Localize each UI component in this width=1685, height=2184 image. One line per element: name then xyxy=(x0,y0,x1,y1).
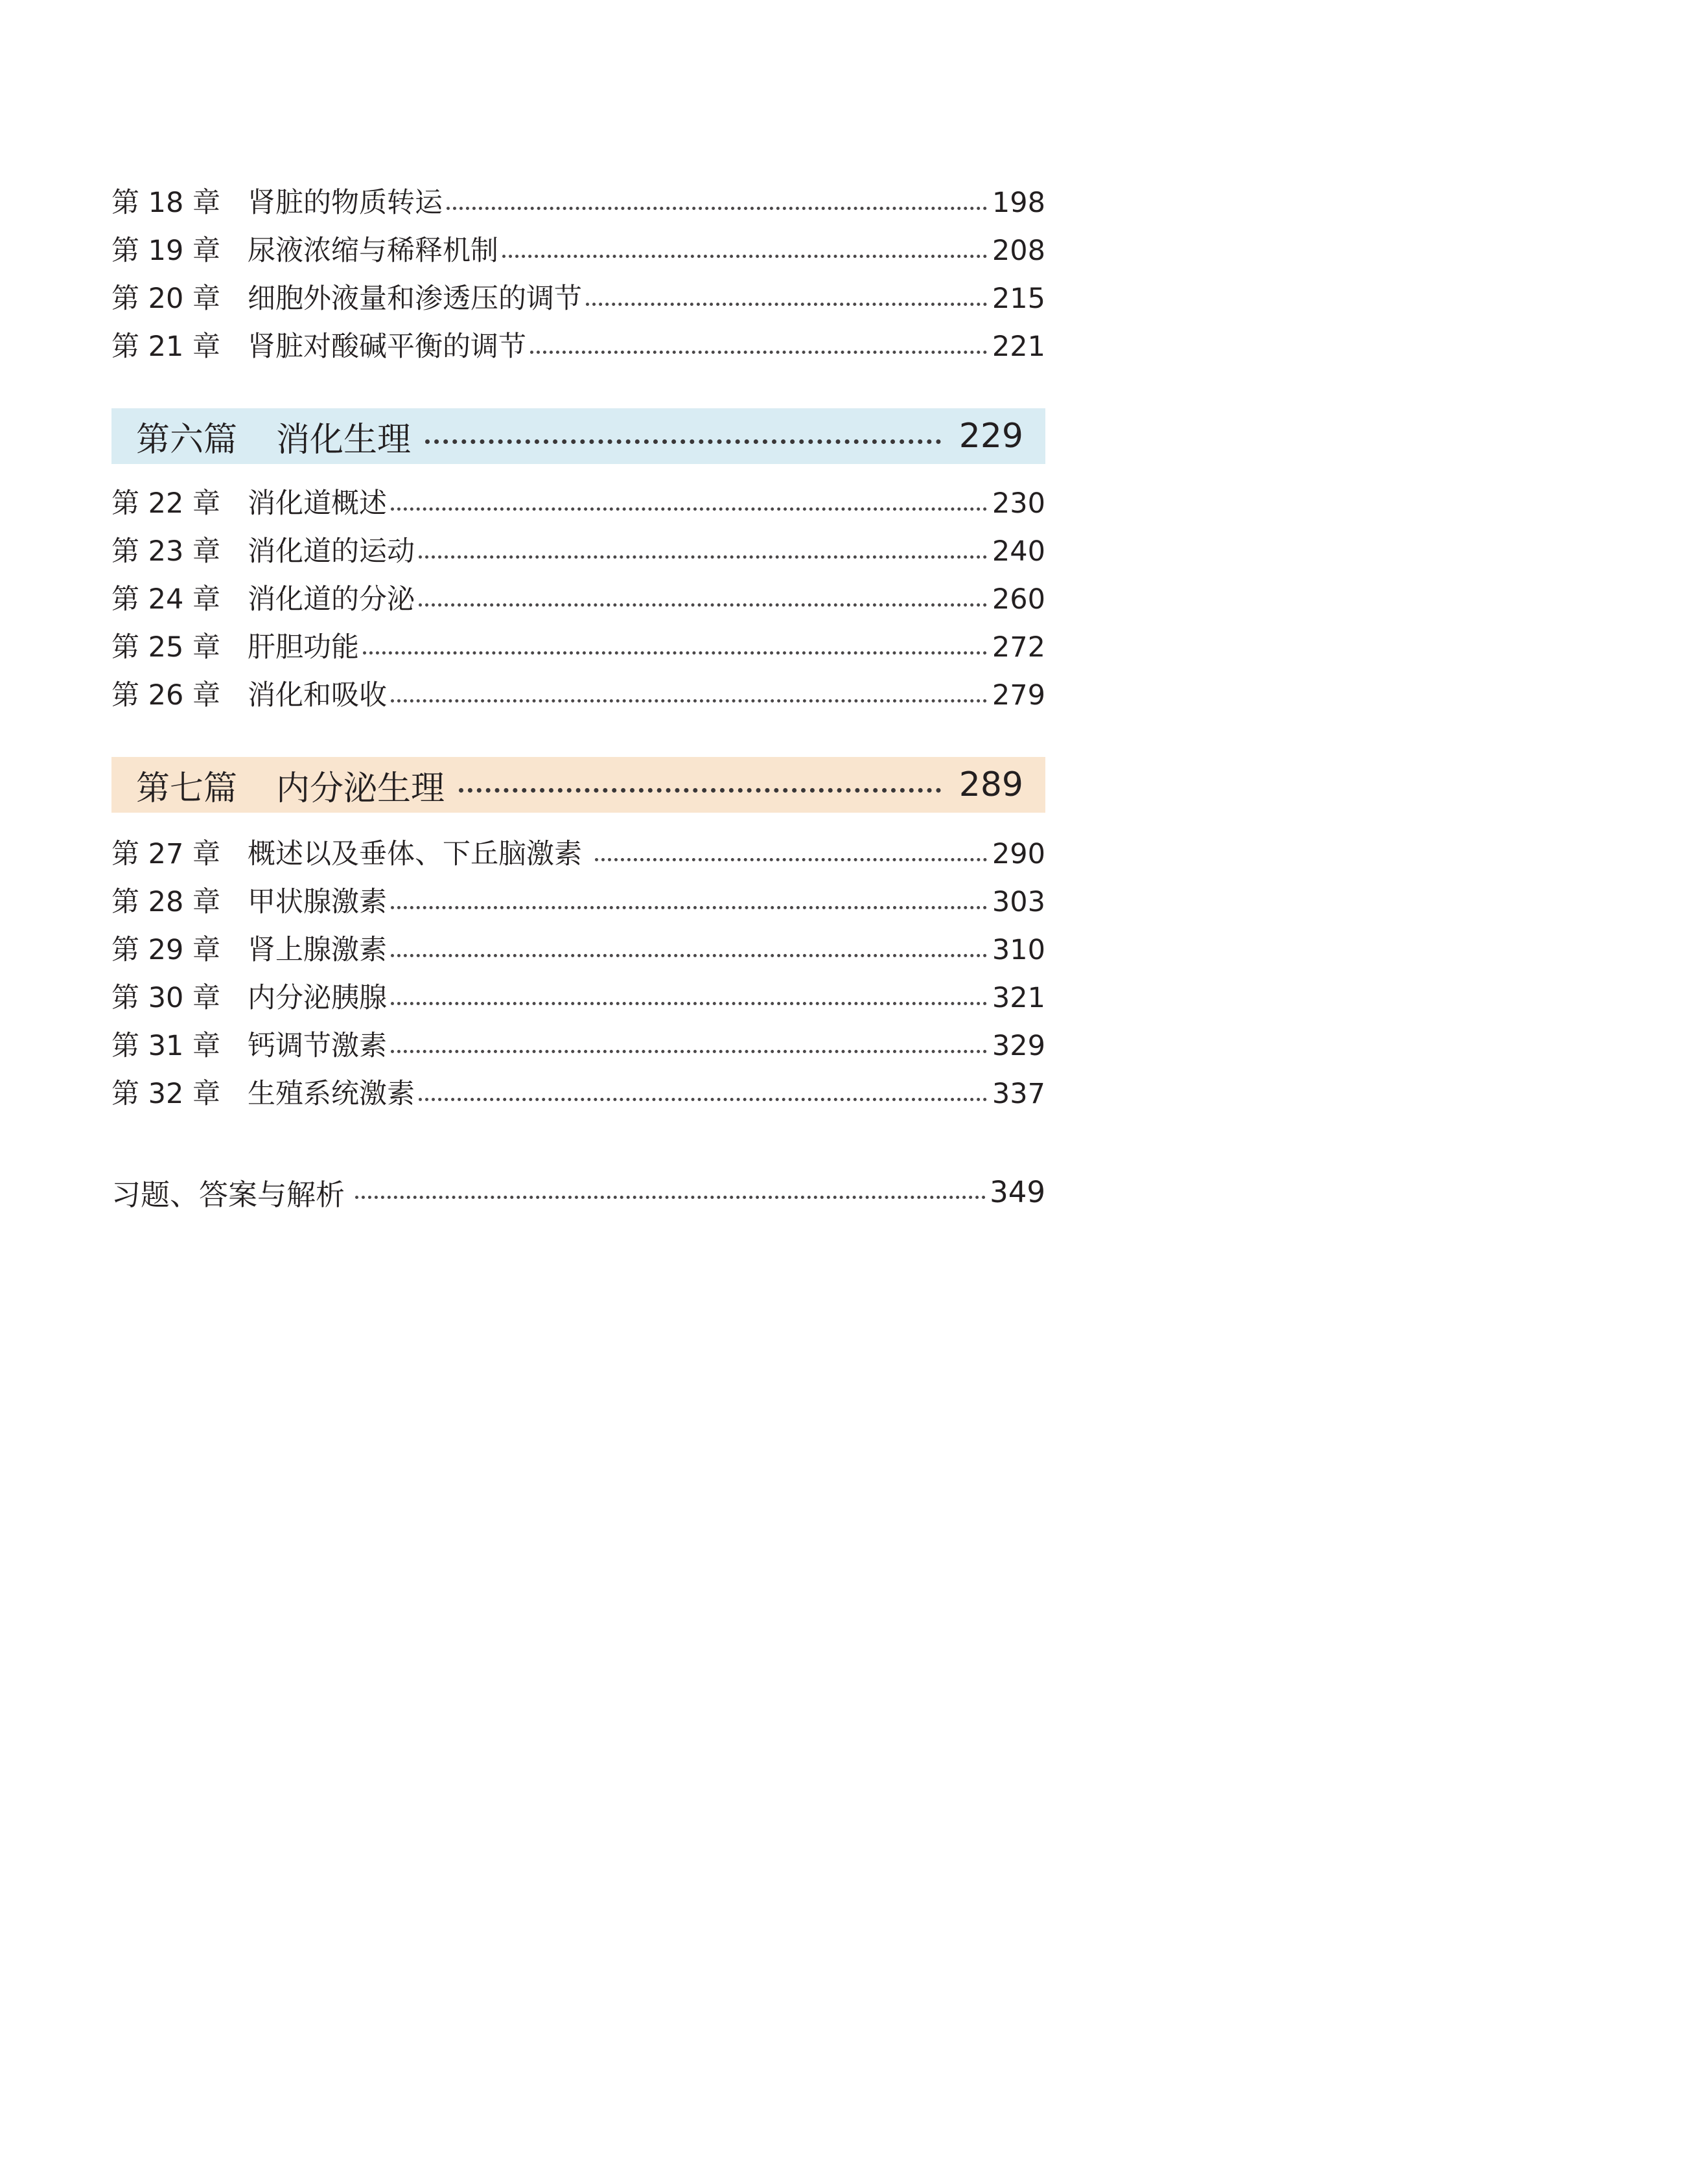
dot-leader xyxy=(363,651,987,655)
chapter-title: 生殖系统激素 xyxy=(248,1078,415,1110)
toc-entry-chapter-21[interactable] xyxy=(111,323,1045,371)
toc-entry-chapter-19[interactable] xyxy=(111,227,1045,275)
dot-leader xyxy=(595,858,987,861)
chapter-title: 肾脏对酸碱平衡的调节 xyxy=(248,331,526,363)
chapter-number: 第 27 章 xyxy=(111,838,221,870)
dot-leader xyxy=(391,906,987,909)
toc-entry-chapter-18[interactable] xyxy=(111,179,1045,227)
chapter-title: 尿液浓缩与稀释机制 xyxy=(248,235,498,267)
chapter-title: 概述以及垂体、下丘脑激素 xyxy=(248,838,582,870)
toc-entry-chapter-22[interactable] xyxy=(111,480,1045,528)
toc-entry-chapter-26[interactable] xyxy=(111,671,1045,719)
dot-leader xyxy=(391,1050,987,1053)
chapter-title: 细胞外液量和渗透压的调节 xyxy=(248,283,582,315)
chapter-number: 第 19 章 xyxy=(111,235,221,267)
chapter-title: 肾上腺激素 xyxy=(248,934,387,966)
part-title: 消化生理 xyxy=(276,420,412,459)
dot-leader xyxy=(355,1196,986,1199)
dot-leader xyxy=(447,207,987,210)
page-number: 279 xyxy=(992,679,1045,712)
page-number: 289 xyxy=(959,765,1023,804)
dot-leader xyxy=(419,1098,987,1101)
toc-entry-chapter-30[interactable] xyxy=(111,974,1045,1022)
chapter-number: 第 20 章 xyxy=(111,283,221,315)
chapter-number: 第 21 章 xyxy=(111,331,221,363)
dot-leader xyxy=(419,603,987,607)
toc-entry-chapter-32[interactable] xyxy=(111,1070,1045,1118)
chapter-number: 第 32 章 xyxy=(111,1078,221,1110)
page-number: 208 xyxy=(992,235,1045,267)
chapter-number: 第 29 章 xyxy=(111,934,221,966)
toc-entry-chapter-25[interactable] xyxy=(111,623,1045,671)
toc-entry-appendix[interactable] xyxy=(111,1166,1045,1218)
part-title: 内分泌生理 xyxy=(276,769,445,808)
page-number: 221 xyxy=(992,331,1045,363)
chapter-number: 第 31 章 xyxy=(111,1030,221,1062)
toc-entry-chapter-24[interactable] xyxy=(111,575,1045,623)
chapter-title: 肝胆功能 xyxy=(248,631,359,664)
chapter-number: 第 23 章 xyxy=(111,535,221,568)
page-number: 303 xyxy=(992,886,1045,918)
page-number: 329 xyxy=(992,1030,1045,1062)
toc-entry-chapter-31[interactable] xyxy=(111,1022,1045,1070)
chapter-title: 内分泌胰腺 xyxy=(248,982,387,1014)
toc-entry-chapter-27[interactable] xyxy=(111,830,1045,878)
chapter-number: 第 18 章 xyxy=(111,187,221,219)
chapter-title: 甲状腺激素 xyxy=(248,886,387,918)
page-number: 229 xyxy=(959,417,1023,456)
page-number: 337 xyxy=(992,1078,1045,1110)
toc-part-6-header[interactable] xyxy=(111,408,1045,464)
chapter-number: 第 25 章 xyxy=(111,631,221,664)
page-number: 321 xyxy=(992,982,1045,1014)
page-number: 260 xyxy=(992,583,1045,616)
chapter-number: 第 24 章 xyxy=(111,583,221,616)
toc-entry-chapter-28[interactable] xyxy=(111,878,1045,926)
chapter-title: 消化道的分泌 xyxy=(248,583,415,616)
chapter-title: 钙调节激素 xyxy=(248,1030,387,1062)
chapter-title: 消化和吸收 xyxy=(248,679,387,712)
dot-leader xyxy=(425,439,941,444)
page-number: 272 xyxy=(992,631,1045,664)
toc-part-7-header[interactable] xyxy=(111,757,1045,813)
chapter-number: 第 22 章 xyxy=(111,487,221,520)
dot-leader xyxy=(391,954,987,957)
page-number: 240 xyxy=(992,535,1045,568)
dot-leader xyxy=(586,303,987,306)
dot-leader xyxy=(391,699,987,703)
dot-leader xyxy=(502,255,987,258)
dot-leader xyxy=(391,507,987,511)
page-number: 215 xyxy=(992,283,1045,315)
toc-entry-chapter-20[interactable] xyxy=(111,275,1045,323)
chapter-title: 消化道概述 xyxy=(248,487,387,520)
chapter-number: 第 30 章 xyxy=(111,982,221,1014)
chapter-number: 第 26 章 xyxy=(111,679,221,712)
dot-leader xyxy=(419,555,987,559)
chapter-title: 肾脏的物质转运 xyxy=(248,187,443,219)
dot-leader xyxy=(391,1002,987,1005)
page-number: 310 xyxy=(992,934,1045,966)
dot-leader xyxy=(459,788,941,793)
part-number: 第七篇 xyxy=(136,769,238,808)
chapter-number: 第 28 章 xyxy=(111,886,221,918)
toc-entry-chapter-23[interactable] xyxy=(111,528,1045,575)
page-number: 349 xyxy=(990,1174,1045,1209)
page-number: 198 xyxy=(992,187,1045,219)
dot-leader xyxy=(530,351,987,354)
part-number: 第六篇 xyxy=(136,420,238,459)
page-number: 290 xyxy=(992,838,1045,870)
chapter-title: 消化道的运动 xyxy=(248,535,415,568)
toc-entry-chapter-29[interactable] xyxy=(111,926,1045,974)
page-number: 230 xyxy=(992,487,1045,520)
appendix-title: 习题、答案与解析 xyxy=(111,1177,345,1212)
